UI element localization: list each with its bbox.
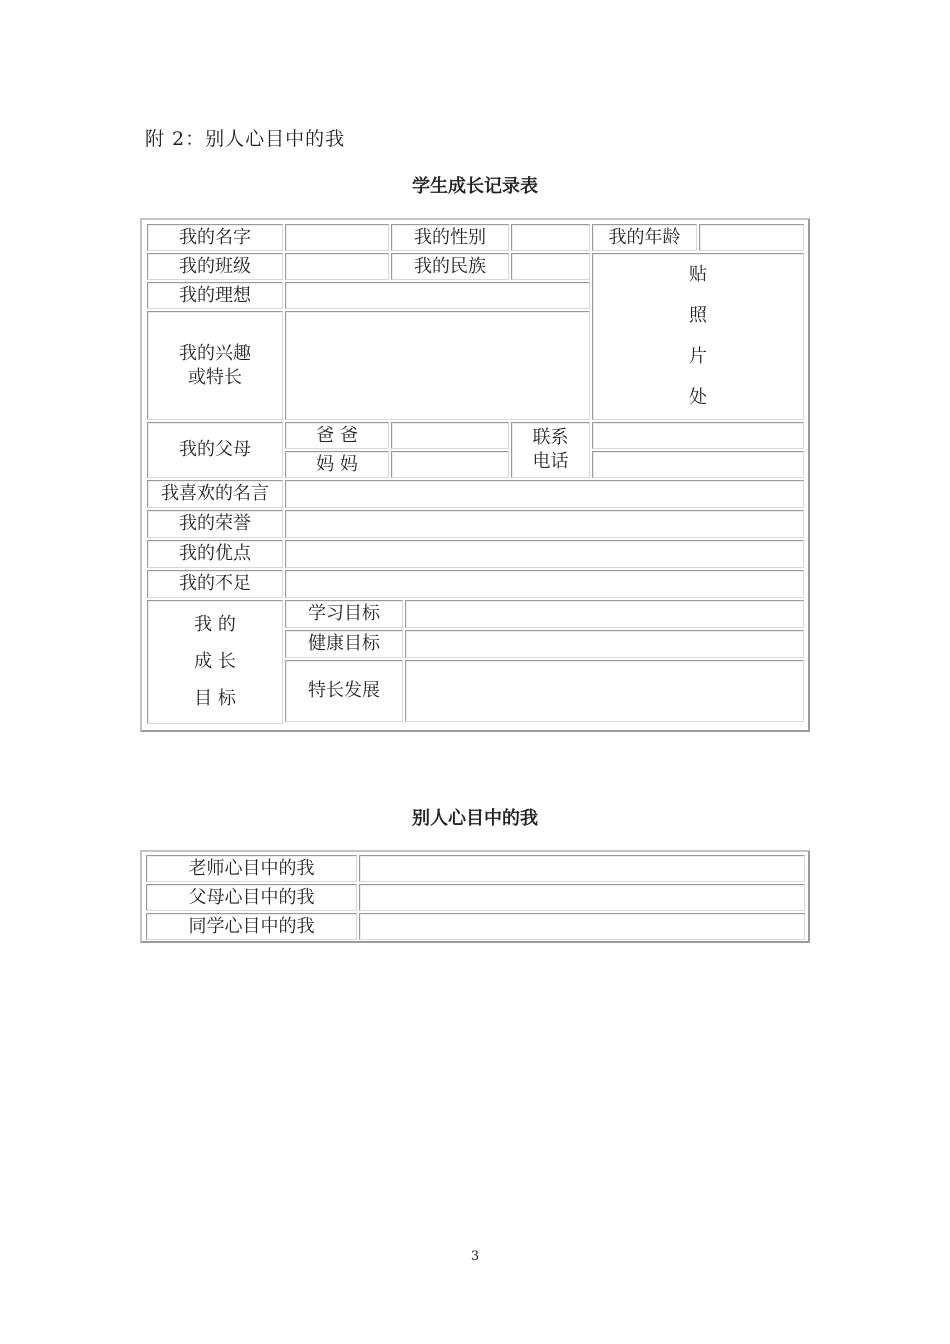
gender-field[interactable] [511, 224, 590, 251]
appendix-heading: 附 2：别人心目中的我 [145, 128, 346, 150]
growth-record-title: 学生成长记录表 [412, 176, 538, 197]
study-goal-field[interactable] [405, 600, 804, 628]
interest-label-line: 或特长 [188, 366, 242, 388]
contact-label-line: 联系 [532, 427, 569, 448]
photo-placeholder[interactable] [592, 253, 804, 420]
age-label: 我的年龄 [592, 224, 697, 251]
dad-label: 爸 爸 [285, 422, 389, 449]
parents-label: 我的父母 [147, 422, 283, 478]
others-view-title: 别人心目中的我 [412, 808, 538, 829]
class-label: 我的班级 [147, 253, 283, 280]
ideal-label: 我的理想 [147, 282, 283, 309]
parent-view-label: 父母心目中的我 [146, 884, 357, 911]
growth-goal-line: 目 标 [194, 687, 236, 709]
page-number: 3 [470, 1249, 480, 1264]
teacher-view-label: 老师心目中的我 [146, 855, 357, 882]
mom-field[interactable] [391, 451, 509, 478]
name-field[interactable] [285, 224, 389, 251]
merit-field[interactable] [285, 540, 804, 568]
mom-phone-field[interactable] [592, 451, 804, 478]
weakness-label: 我的不足 [147, 570, 283, 598]
talent-dev-field[interactable] [405, 660, 804, 722]
quote-label: 我喜欢的名言 [147, 480, 283, 508]
growth-goal-line: 成 长 [194, 650, 236, 672]
health-goal-label: 健康目标 [285, 630, 403, 658]
growth-goal-line: 我 的 [194, 614, 236, 636]
interest-label-line: 我的兴趣 [179, 342, 251, 364]
dad-field[interactable] [391, 422, 509, 449]
photo-char: 处 [689, 387, 707, 409]
parent-view-field[interactable] [359, 884, 805, 911]
gender-label: 我的性别 [391, 224, 509, 251]
age-field[interactable] [699, 224, 804, 251]
ideal-field[interactable] [285, 282, 590, 309]
interest-field[interactable] [285, 311, 590, 420]
weakness-field[interactable] [285, 570, 804, 598]
others-view-table [140, 850, 810, 943]
ethnicity-label: 我的民族 [391, 253, 509, 280]
honor-label: 我的荣誉 [147, 510, 283, 538]
health-goal-field[interactable] [405, 630, 804, 658]
mom-label: 妈 妈 [285, 451, 389, 478]
contact-label [511, 422, 590, 478]
merit-label: 我的优点 [147, 540, 283, 568]
photo-char: 照 [689, 304, 707, 326]
photo-char: 片 [689, 346, 707, 368]
talent-dev-label: 特长发展 [285, 660, 403, 722]
photo-char: 贴 [689, 263, 707, 285]
name-label: 我的名字 [147, 224, 283, 251]
teacher-view-field[interactable] [359, 855, 805, 882]
growth-record-table [140, 218, 810, 732]
study-goal-label: 学习目标 [285, 600, 403, 628]
ethnicity-field[interactable] [511, 253, 590, 280]
contact-label-line: 电话 [532, 451, 569, 472]
dad-phone-field[interactable] [592, 422, 804, 449]
classmate-view-field[interactable] [359, 913, 805, 940]
quote-field[interactable] [285, 480, 804, 508]
class-field[interactable] [285, 253, 389, 280]
interest-label [147, 311, 283, 420]
growth-goal-label [147, 600, 283, 724]
classmate-view-label: 同学心目中的我 [146, 913, 357, 940]
honor-field[interactable] [285, 510, 804, 538]
